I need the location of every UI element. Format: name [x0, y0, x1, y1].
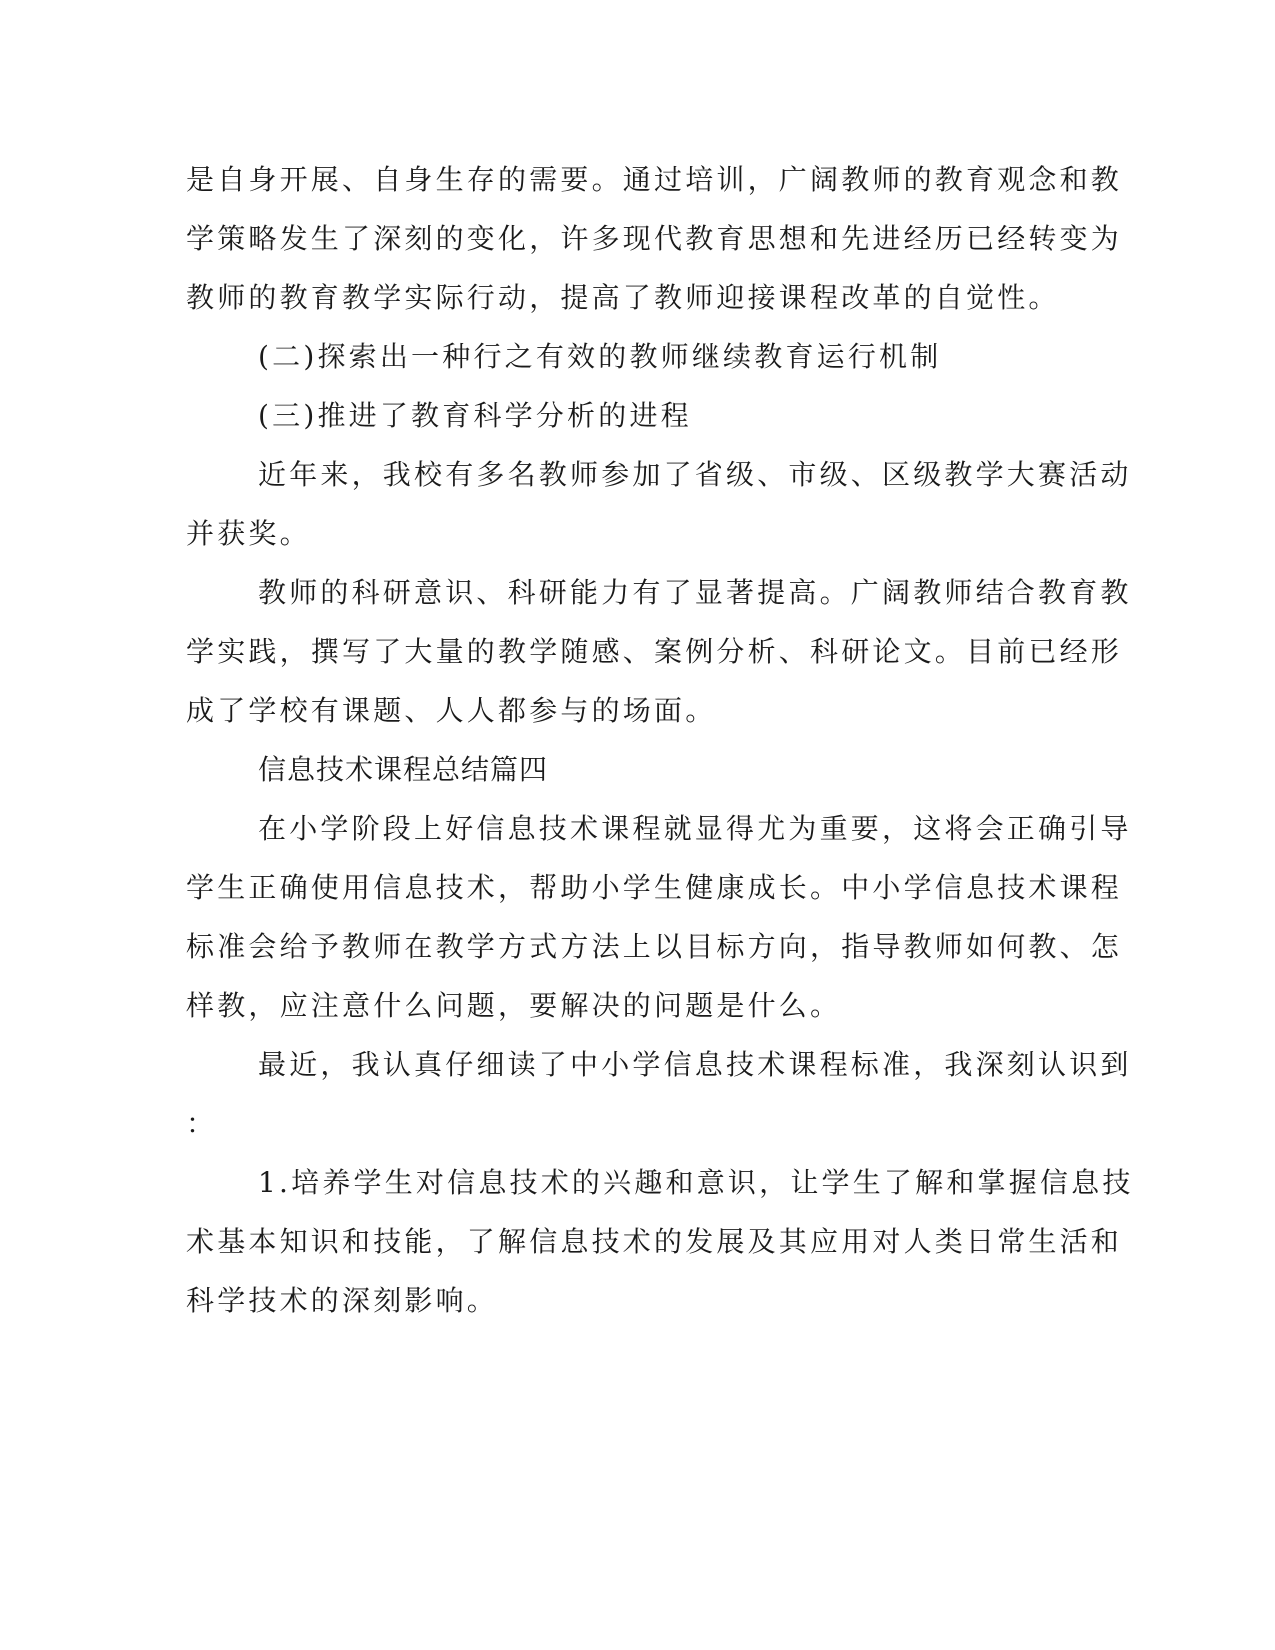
paragraph-line: 学策略发生了深刻的变化，许多现代教育思想和先进经历已经转变为	[186, 222, 1123, 255]
paragraph-line: 术基本知识和技能，了解信息技术的发展及其应用对人类日常生活和	[186, 1225, 1123, 1258]
paragraph-line: 在小学阶段上好信息技术课程就显得尤为重要，这将会正确引导	[258, 812, 1132, 845]
paragraph-line: 学实践，撰写了大量的教学随感、案例分析、科研论文。目前已经形	[186, 635, 1123, 668]
subheading-2: (二)探索出一种行之有效的教师继续教育运行机制	[258, 340, 942, 373]
list-item-1: 1.培养学生对信息技术的兴趣和意识，让学生了解和掌握信息技	[258, 1166, 1134, 1199]
paragraph-line: 标准会给予教师在教学方式方法上以目标方向，指导教师如何教、怎	[186, 930, 1123, 963]
paragraph-line: ：	[186, 1107, 218, 1140]
paragraph-line: 近年来，我校有多名教师参加了省级、市级、区级教学大赛活动	[258, 458, 1132, 491]
paragraph-line: 是自身开展、自身生存的需要。通过培训，广阔教师的教育观念和教	[186, 163, 1123, 196]
subheading-3: (三)推进了教育科学分析的进程	[258, 399, 692, 432]
section-title: 信息技术课程总结篇四	[258, 753, 549, 786]
paragraph-line: 科学技术的深刻影响。	[186, 1284, 499, 1317]
paragraph-line: 成了学校有课题、人人都参与的场面。	[186, 694, 717, 727]
paragraph-line: 教师的科研意识、科研能力有了显著提高。广阔教师结合教育教	[258, 576, 1132, 609]
paragraph-line: 学生正确使用信息技术，帮助小学生健康成长。中小学信息技术课程	[186, 871, 1123, 904]
paragraph-line: 并获奖。	[186, 517, 311, 550]
paragraph-line: 教师的教育教学实际行动，提高了教师迎接课程改革的自觉性。	[186, 281, 1060, 314]
paragraph-line: 样教，应注意什么问题，要解决的问题是什么。	[186, 989, 842, 1022]
paragraph-line: 最近，我认真仔细读了中小学信息技术课程标准，我深刻认识到	[258, 1048, 1132, 1081]
